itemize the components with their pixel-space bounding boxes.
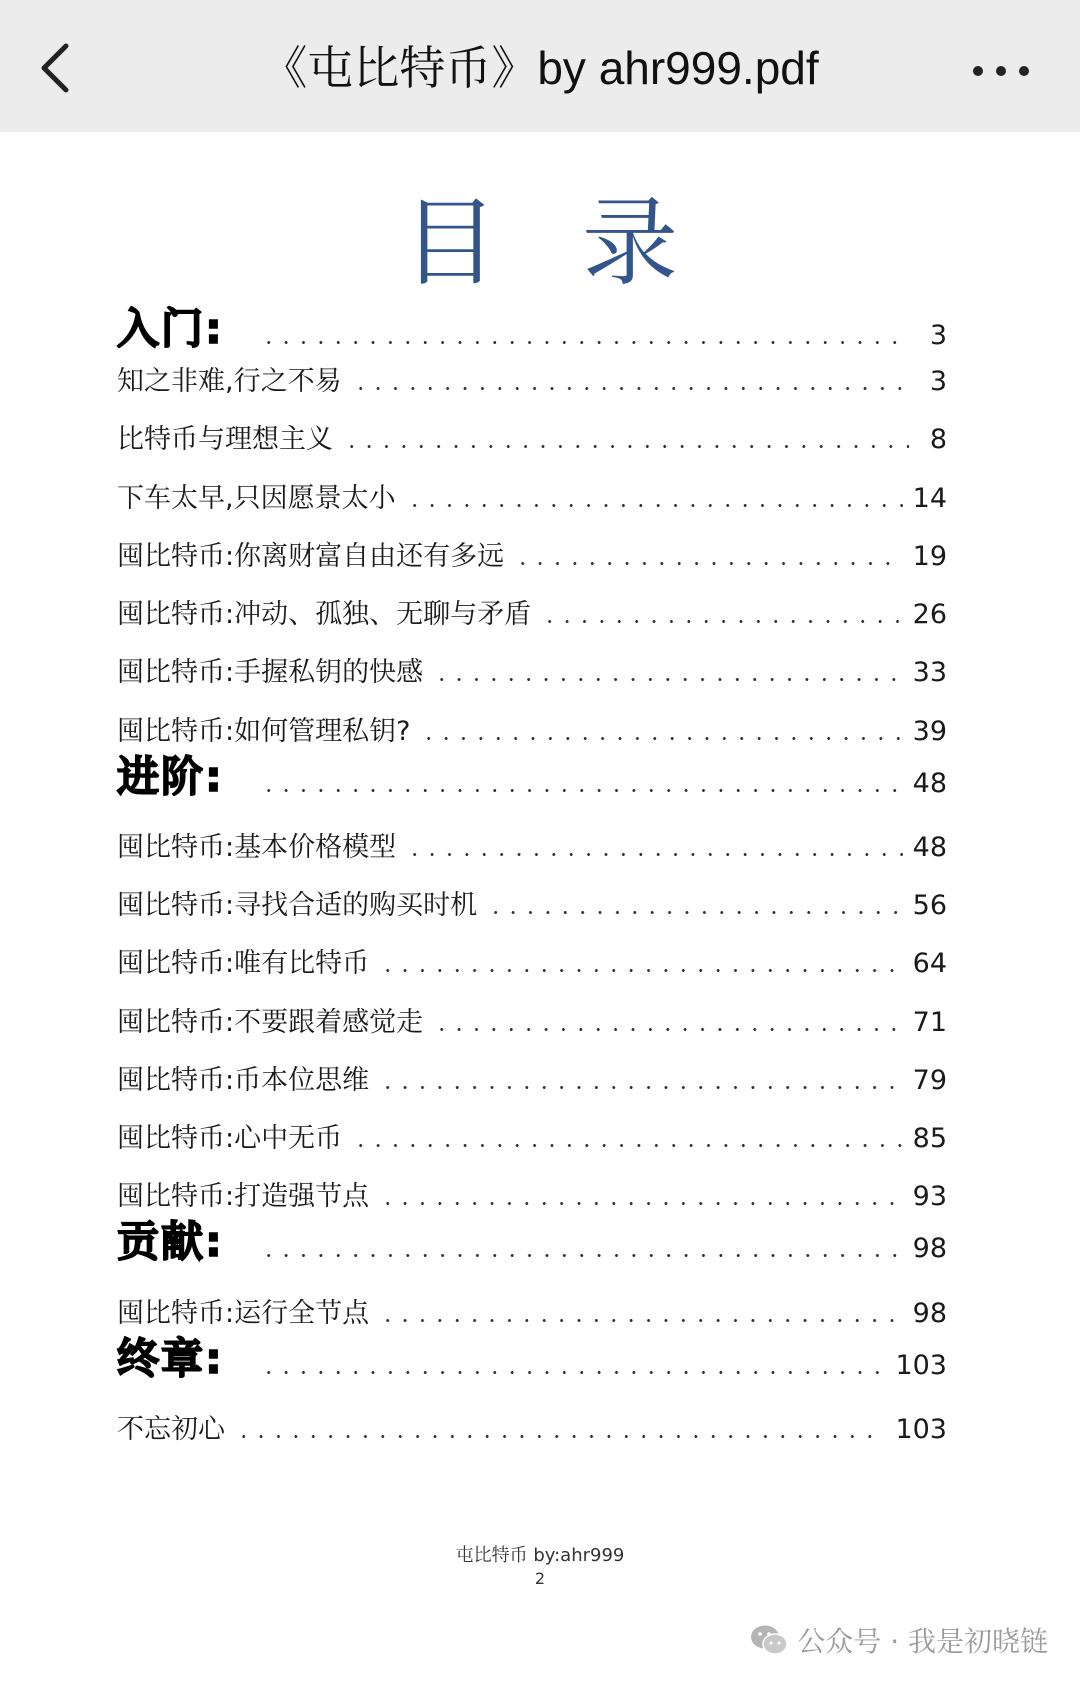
toc-entry-row[interactable] (117, 521, 947, 577)
toc-page-number: 98 (912, 1233, 947, 1264)
toc-dot-leader (235, 1435, 885, 1438)
toc-entry-label: 囤比特币:币本位思维 (117, 1065, 370, 1096)
toc-page-number: 8 (929, 424, 947, 455)
toc-section-label: 进阶: (117, 752, 224, 801)
toc-dot-leader (406, 853, 903, 856)
toc-dot-leader (260, 1371, 886, 1374)
toc-dot-leader (260, 341, 909, 344)
toc-dot-leader (352, 1144, 903, 1147)
toc-entry-row[interactable] (117, 870, 947, 926)
toc-entry-row[interactable] (117, 579, 947, 635)
toc-page-number: 79 (912, 1065, 947, 1096)
toc-page-number: 26 (912, 599, 947, 630)
toc-dot-leader (487, 911, 903, 914)
toc-entry-label: 囤比特币:唯有比特币 (117, 948, 370, 979)
toc-dot-leader (352, 387, 909, 390)
toc-entry-row[interactable] (117, 928, 947, 984)
toc-dot-leader (433, 1028, 903, 1031)
toc-page-number: 103 (895, 1350, 947, 1381)
toc-page-number: 48 (912, 768, 947, 799)
toc-entry-label: 知之非难,行之不易 (117, 366, 342, 397)
toc-section-row[interactable] (117, 1330, 947, 1386)
toc-page-number: 14 (912, 483, 947, 514)
toc-heading: 目录 (402, 187, 762, 299)
toc-page-number: 3 (929, 366, 947, 397)
chevron-left-icon (30, 36, 90, 100)
toc-entry-row[interactable] (117, 987, 947, 1043)
toc-entry-row[interactable] (117, 812, 947, 868)
toc-section-label: 终章: (117, 1334, 224, 1383)
toc-entry-row[interactable] (117, 346, 947, 402)
toc-dot-leader (260, 789, 903, 792)
toc-entry-label: 囤比特币:打造强节点 (117, 1181, 370, 1212)
toc-dot-leader (433, 678, 903, 681)
toc-entry-label: 囤比特币:心中无币 (117, 1123, 343, 1154)
page-number: 2 (534, 1569, 546, 1588)
toc-dot-leader (343, 445, 909, 448)
toc-entry-label: 囤比特币:冲动、孤独、无聊与矛盾 (117, 599, 532, 630)
toc-page-number: 64 (912, 948, 947, 979)
toc-entry-row[interactable] (117, 1161, 947, 1217)
toc-page-number: 85 (912, 1123, 947, 1154)
toc-dot-leader (420, 737, 902, 740)
toc-entry-row[interactable] (117, 463, 947, 519)
toc-entry-row[interactable] (117, 1103, 947, 1159)
toc-dot-leader (379, 969, 903, 972)
toc-section-row[interactable] (117, 748, 947, 804)
toc-entry-row[interactable] (117, 404, 947, 460)
toc-entry-row[interactable] (117, 637, 947, 693)
toc-dot-leader (379, 1202, 903, 1205)
toc-entry-label: 囤比特币:寻找合适的购买时机 (117, 890, 478, 921)
wechat-icon (749, 1623, 789, 1657)
toc-page-number: 56 (912, 890, 947, 921)
page-footer-text: 屯比特币 by:ahr999 (455, 1545, 625, 1566)
toc-entry-label: 囤比特币:如何管理私钥? (117, 716, 411, 747)
toc-entry-label: 囤比特币:手握私钥的快感 (117, 657, 424, 688)
toc-dot-leader (379, 1086, 903, 1089)
toc-dot-leader (541, 620, 903, 623)
toc-page-number: 39 (912, 716, 947, 747)
more-horizontal-icon (966, 46, 1036, 96)
toc-page-number: 33 (912, 657, 947, 688)
watermark (749, 1620, 1048, 1660)
toc-entry-label: 比特币与理想主义 (117, 424, 333, 455)
toc-entry-label: 囤比特币:运行全节点 (117, 1298, 370, 1329)
toc-section-label: 入门: (117, 304, 224, 353)
back-button[interactable] (30, 36, 90, 100)
toc-dot-leader (514, 562, 903, 565)
toc-entry-row[interactable] (117, 1278, 947, 1334)
toc-section-row[interactable] (117, 1213, 947, 1269)
toc-page-number: 98 (912, 1298, 947, 1329)
more-options-button[interactable] (966, 46, 1036, 96)
toc-dot-leader (406, 504, 903, 507)
toc-page-number: 3 (929, 320, 947, 351)
toc-dot-leader (379, 1319, 903, 1322)
toc-page-number: 48 (912, 832, 947, 863)
toc-entry-label: 不忘初心 (117, 1414, 225, 1445)
toc-section-label: 贡献: (117, 1217, 224, 1266)
toc-page-number: 103 (895, 1414, 947, 1445)
toc-page-number: 19 (912, 541, 947, 572)
document-title: 《屯比特币》by ahr999.pdf (261, 42, 819, 94)
toc-entry-row[interactable] (117, 696, 947, 752)
toc-page-number: 71 (912, 1007, 947, 1038)
toc-entry-label: 囤比特币:你离财富自由还有多远 (117, 541, 505, 572)
toc-dot-leader (260, 1254, 903, 1257)
toc-entry-label: 下车太早,只因愿景太小 (117, 483, 396, 514)
toc-entry-label: 囤比特币:不要跟着感觉走 (117, 1007, 424, 1038)
top-bar (0, 0, 1080, 132)
toc-page-number: 93 (912, 1181, 947, 1212)
toc-entry-row[interactable] (117, 1394, 947, 1450)
watermark-text: 公众号 · 我是初晓链 (797, 1625, 1048, 1658)
toc-entry-label: 囤比特币:基本价格模型 (117, 832, 397, 863)
toc-entry-row[interactable] (117, 1045, 947, 1101)
